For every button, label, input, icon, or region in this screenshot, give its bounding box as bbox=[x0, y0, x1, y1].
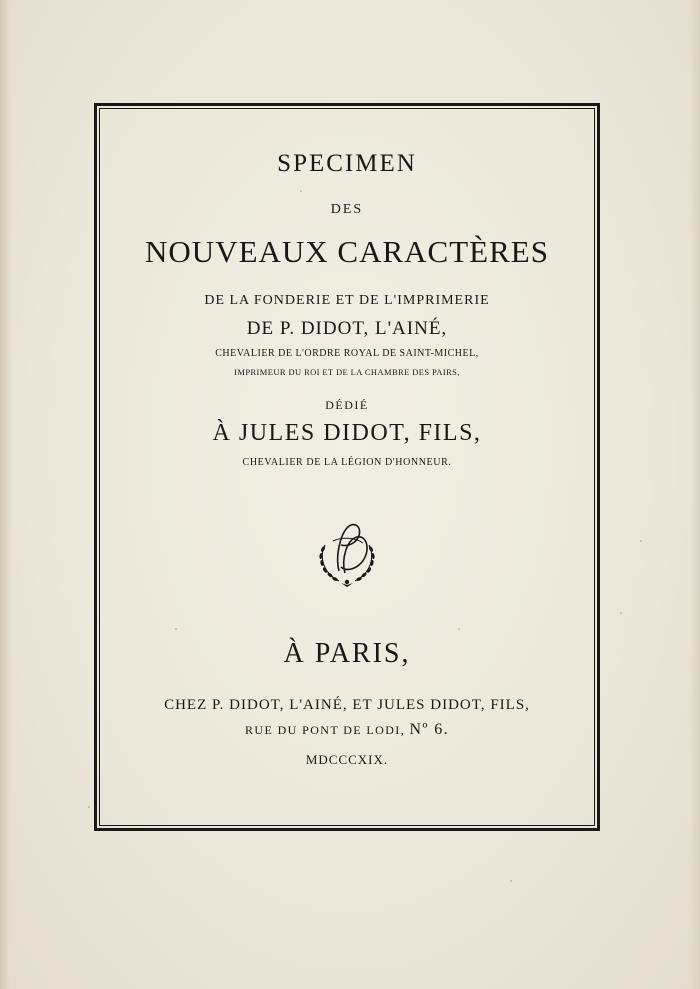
dedication-legion: CHEVALIER DE LA LÉGION D'HONNEUR. bbox=[242, 457, 452, 468]
monogram-wreath-icon bbox=[311, 515, 383, 589]
title-specimen: SPECIMEN bbox=[277, 150, 417, 177]
subtitle-chevalier-ordre: CHEVALIER DE L'ORDRE ROYAL DE SAINT-MICHEL, bbox=[215, 348, 479, 359]
imprint-number: Nº 6. bbox=[409, 721, 450, 738]
imprint-year: MDCCCXIX. bbox=[305, 752, 389, 767]
title-nouveaux-caracteres: NOUVEAUX CARACTÈRES bbox=[145, 234, 549, 269]
page-edge-left bbox=[0, 0, 14, 989]
title-des: DES bbox=[330, 202, 364, 217]
imprint-chez: CHEZ P. DIDOT, L'AINÉ, ET JULES DIDOT, FILS, bbox=[164, 697, 530, 713]
imprint-paris: À PARIS, bbox=[283, 638, 411, 669]
dedication-jules-didot: À JULES DIDOT, FILS, bbox=[212, 420, 482, 446]
subtitle-imprimeur: IMPRIMEUR DU ROI ET DE LA CHAMBRE DES PAIRS, bbox=[234, 367, 460, 377]
imprint-street: RUE DU PONT DE LODI, bbox=[244, 723, 410, 737]
subtitle-didot: DE P. DIDOT, L'AINÉ, bbox=[246, 318, 448, 339]
page-edge-right bbox=[690, 0, 700, 989]
dedication-label: DÉDIÉ bbox=[325, 398, 369, 412]
subtitle-fonderie: DE LA FONDERIE ET DE L'IMPRIMERIE bbox=[204, 293, 490, 308]
imprint-address bbox=[99, 721, 595, 739]
